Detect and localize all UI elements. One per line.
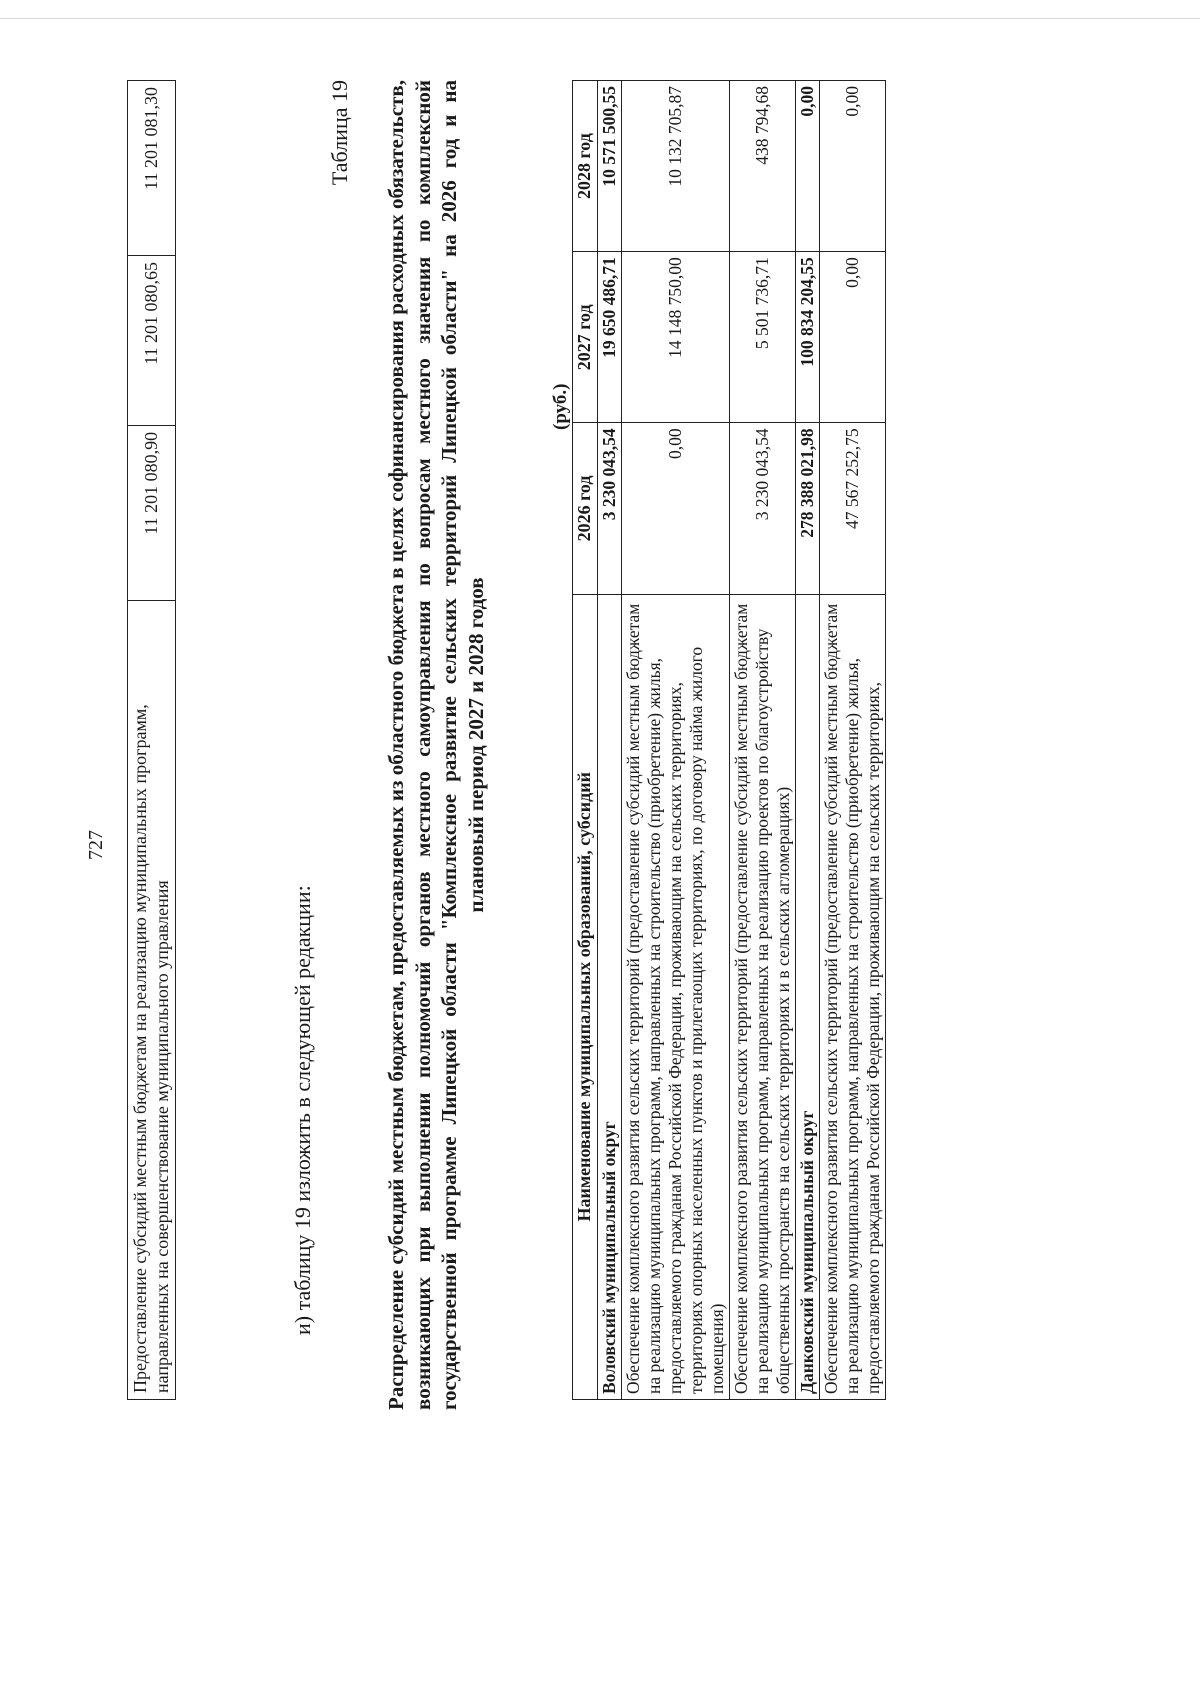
amount-2027: 100 834 204,55: [795, 252, 819, 423]
header-2026: 2026 год: [573, 423, 598, 594]
subsidy-row: [729, 81, 795, 1400]
amount-2027: 5 501 736,71: [729, 252, 795, 423]
municipality-row: [597, 81, 621, 1400]
intro-text: и) таблицу 19 изложить в следующей редакции:: [290, 885, 315, 1335]
continuation-row: [128, 81, 176, 1400]
continuation-value-2027: 11 201 080,65: [128, 255, 176, 425]
continuation-value-2026: 11 201 080,90: [128, 425, 176, 600]
subsidy-row: [621, 81, 729, 1400]
table-body: [597, 81, 885, 1400]
municipality-name: Данковский муниципальный округ: [795, 594, 819, 1399]
page-number: 727: [85, 830, 107, 860]
subsidy-name: Обеспечение комплексного развития сельских территорий (предоставление субсидий местным бюджетам на реализацию муниципальных программ, направленных на строительство (приобретение) жилья, предоставляемого гражданам Российской Федерации, проживающим на сельских территориях,: [819, 594, 885, 1399]
unit-label: (руб.): [550, 383, 571, 430]
table-label: Таблица 19: [327, 80, 352, 186]
amount-2028: 438 794,68: [729, 81, 795, 252]
amount-2026: 3 230 043,54: [597, 423, 621, 594]
subsidy-row: [819, 81, 885, 1400]
continuation-description: Предоставление субсидий местным бюджетам на реализацию муниципальных программ, направленных на совершенствование муниципального управления: [128, 600, 176, 1399]
amount-2028: 10 571 500,55: [597, 81, 621, 252]
subsidy-name: Обеспечение комплексного развития сельских территорий (предоставление субсидий местным бюджетам на реализацию муниципальных программ, направленных на реализацию проектов по благоустройству общественных пространств на сельских территориях и в сельских агломерациях): [729, 594, 795, 1399]
rotated-page: [65, 80, 1195, 1660]
header-2028: 2028 год: [573, 81, 598, 252]
amount-2027: 0,00: [819, 252, 885, 423]
subsidy-table: [572, 80, 886, 1400]
amount-2026: 47 567 252,75: [819, 423, 885, 594]
continuation-table: [127, 80, 176, 1400]
amount-2026: 278 388 021,98: [795, 423, 819, 594]
amount-2026: 3 230 043,54: [729, 423, 795, 594]
amount-2028: 0,00: [795, 81, 819, 252]
header-name: Наименование муниципальных образований, субсидий: [573, 594, 598, 1399]
table-heading: Распределение субсидий местным бюджетам, предоставляемых из областного бюджета в целях софинансирования расходных обязательств, возникающих при выполнении полномочий органов местного самоуправления по вопросам местного значения по комплексной государственной программе Липецкой области "Комплексное развитие сельских территорий Липецкой области" на 2026 год и на плановый период 2027 и 2028 годов: [384, 80, 488, 1410]
municipality-name: Воловский муниципальный округ: [597, 594, 621, 1399]
table-header-row: [573, 81, 598, 1400]
amount-2028: 0,00: [819, 81, 885, 252]
amount-2027: 14 148 750,00: [621, 252, 729, 423]
amount-2026: 0,00: [621, 423, 729, 594]
amount-2028: 10 132 705,87: [621, 81, 729, 252]
amount-2027: 19 650 486,71: [597, 252, 621, 423]
continuation-value-2028: 11 201 081,30: [128, 81, 176, 256]
municipality-row: [795, 81, 819, 1400]
scan-edge-line: [0, 18, 1200, 19]
subsidy-name: Обеспечение комплексного развития сельских территорий (предоставление субсидий местным бюджетам на реализацию муниципальных программ, направленных на строительство (приобретение) жилья, предоставляемого гражданам Российской Федерации, проживающим на сельских территориях, территориях опорных населенных пунктов и прилегающих территориях, по договору найма жилого помещения): [621, 594, 729, 1399]
header-2027: 2027 год: [573, 252, 598, 423]
